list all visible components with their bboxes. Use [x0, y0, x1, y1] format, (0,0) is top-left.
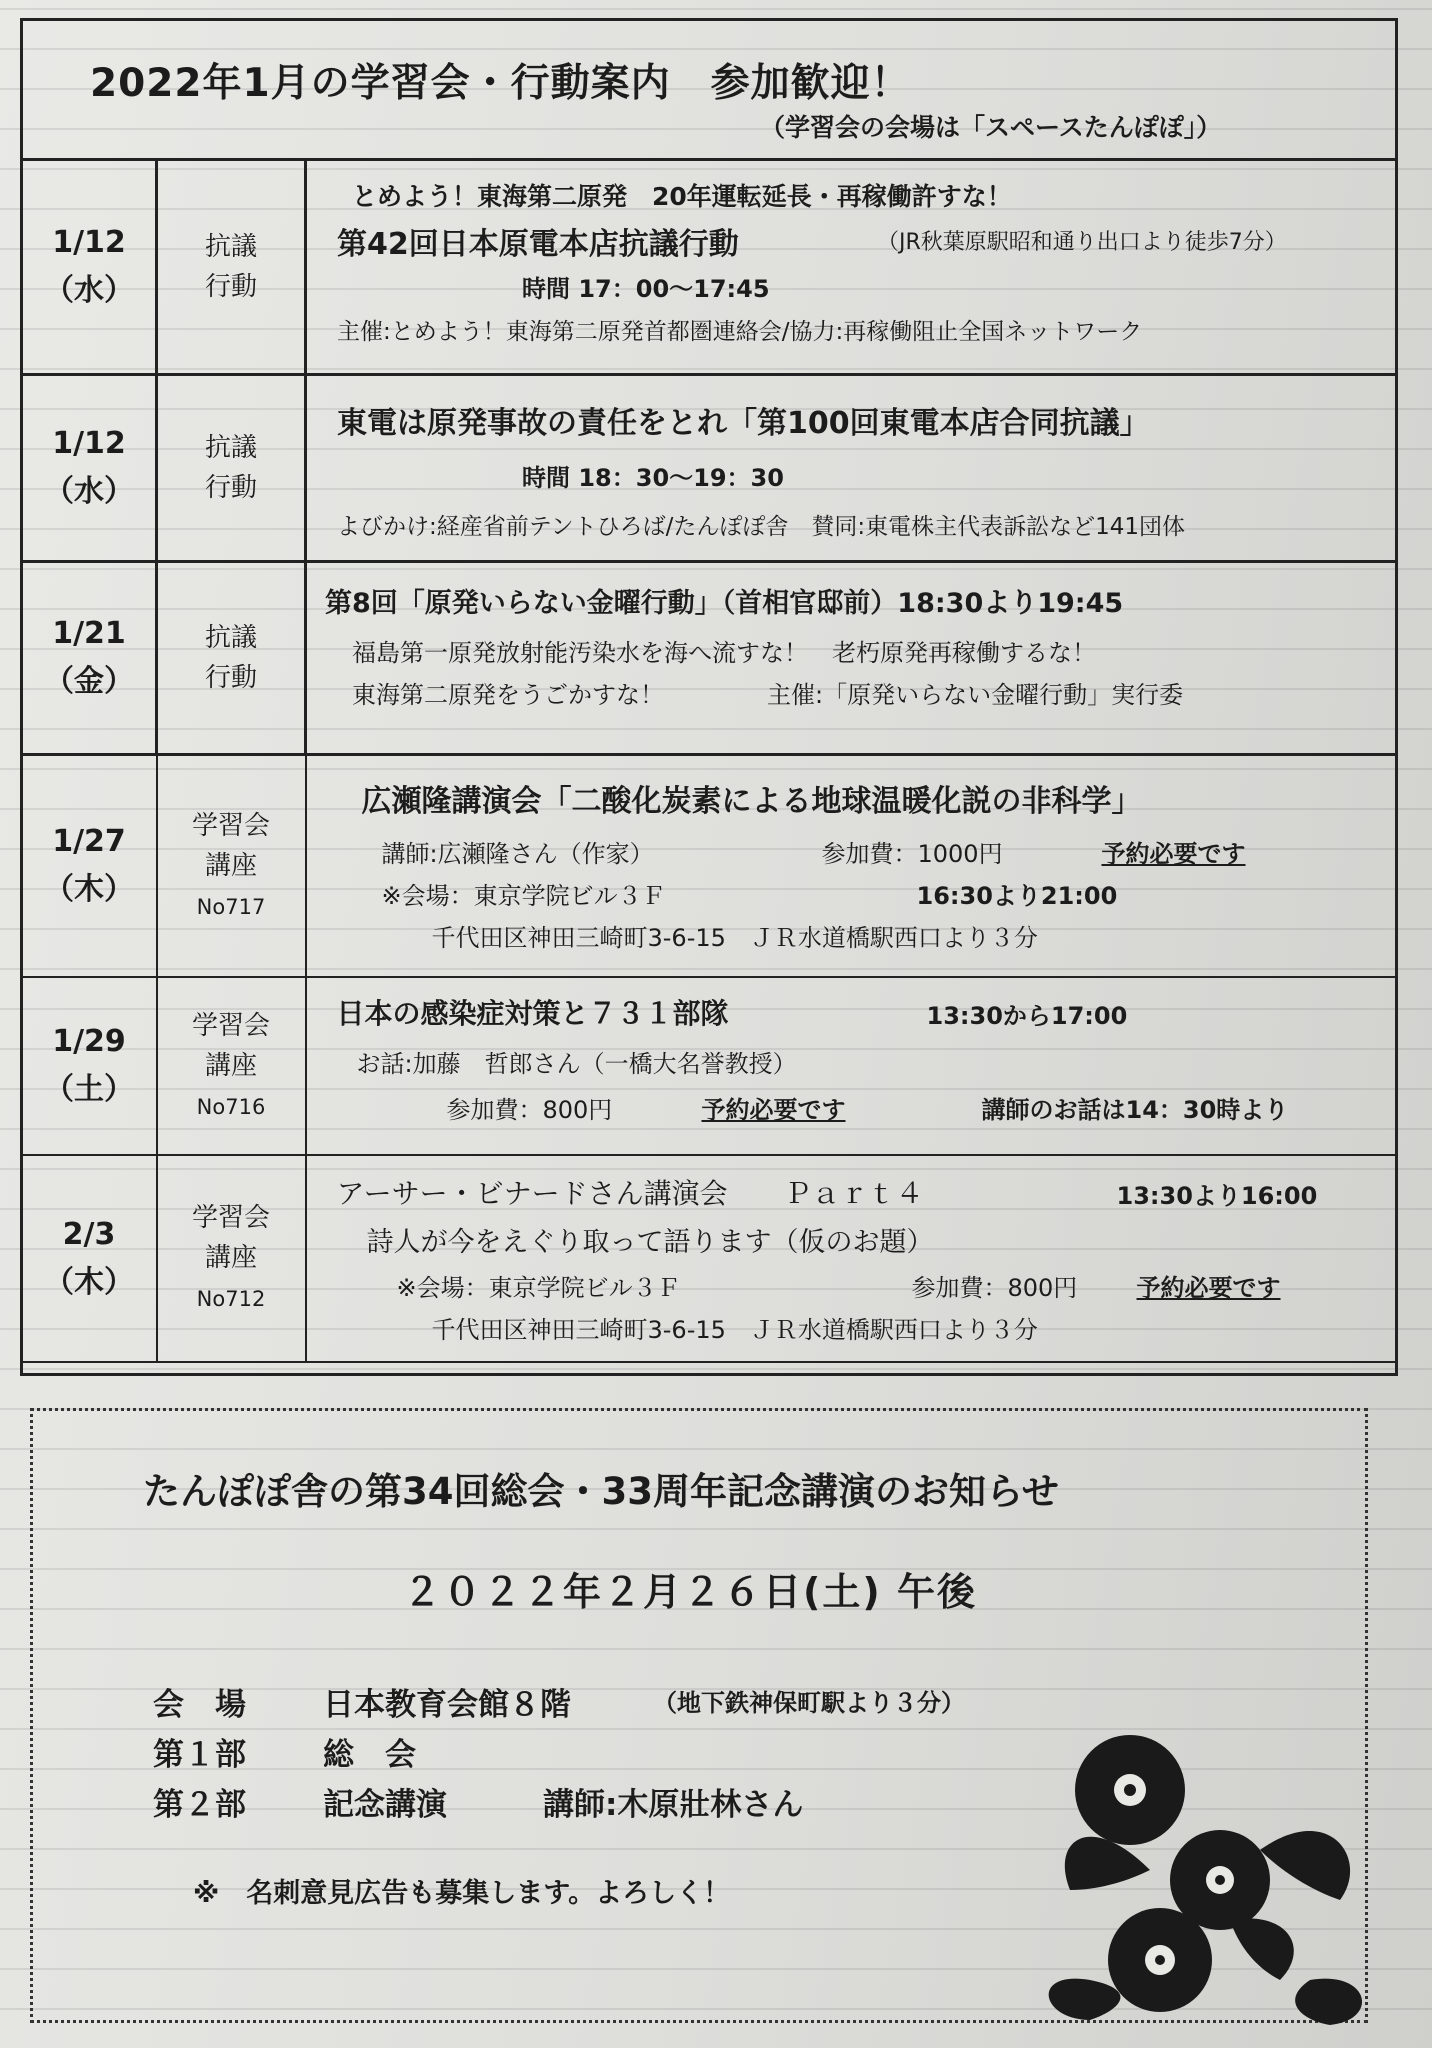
event-title: 第42回日本原電本店抗議行動: [337, 227, 739, 262]
event-details: [306, 755, 1397, 978]
event-kind: 学習会 講座 No717: [157, 755, 306, 978]
event-organizer: 主催:とめよう！東海第二原発首都圏連絡会/協力:再稼働阻止全国ネットワーク: [337, 319, 1143, 345]
event-title: 東電は原発事故の責任をとれ「第100回東電本店合同抗議」: [337, 406, 1150, 441]
event-row: [22, 562, 1397, 755]
event-subtitle: 詩人が今をえぐり取って語ります（仮のお題）: [366, 1227, 934, 1258]
event-time: 時間 17：00～17:45: [522, 275, 770, 303]
venue-access: （地下鉄神保町駅より３分）: [653, 1689, 965, 1717]
event-date: 1/29 （土）: [22, 977, 157, 1155]
event-row: [22, 375, 1397, 562]
event-address: 千代田区神田三崎町3-6-15 ＪＲ水道橋駅西口より３分: [431, 924, 1038, 952]
event-slogan: とめよう！東海第二原発 20年運転延長・再稼働許すな！: [352, 182, 1012, 211]
event-details: [306, 1155, 1397, 1362]
event-speaker: お話:加藤 哲郎さん（一橋大名誉教授）: [356, 1050, 797, 1078]
part2-content: 記念講演: [323, 1787, 447, 1823]
notice-footer: ※ 名刺意見広告も募集します。よろしく！: [193, 1878, 731, 1909]
event-row: [22, 160, 1397, 375]
event-details: [306, 977, 1397, 1155]
event-kind: 抗議 行動: [157, 160, 306, 375]
event-slogan: 福島第一原発放射能汚染水を海へ流すな！ 老朽原発再稼働するな！: [352, 639, 1096, 667]
event-kind: 学習会 講座 No712: [157, 1155, 306, 1362]
event-slogan: 東海第二原発をうごかすな！: [352, 681, 664, 709]
event-time: 16:30より21:00: [916, 882, 1118, 910]
notice-title: たんぽぽ舎の第34回総会・33周年記念講演のお知らせ: [143, 1470, 1059, 1513]
venue-label: 会 場: [153, 1687, 246, 1723]
event-time: 13:30から17:00: [926, 1002, 1128, 1030]
event-organizer: よびかけ:経産省前テントひろば/たんぽぽ舎 賛同:東電株主代表訴訟など141団体: [337, 514, 1185, 540]
part1-label: 第１部: [153, 1737, 246, 1773]
event-row: [22, 755, 1397, 978]
event-address: 千代田区神田三崎町3-6-15 ＪＲ水道橋駅西口より３分: [431, 1316, 1038, 1344]
event-time: 13:30より16:00: [1116, 1182, 1318, 1210]
event-date: 2/3 （木）: [22, 1155, 157, 1362]
event-access: （JR秋葉原駅昭和通り出口より徒歩7分）: [877, 230, 1287, 255]
camellia-flower-illustration: [1030, 1720, 1380, 2030]
event-organizer: 主催:「原発いらない金曜行動」実行委: [767, 681, 1184, 709]
event-date: 1/12 （水）: [22, 160, 157, 375]
event-title: 第8回「原発いらない金曜行動」（首相官邸前）18:30より19:45: [325, 588, 1124, 619]
notice-date: ２０２２年２月２６日(土) 午後: [403, 1570, 977, 1614]
event-details: [306, 160, 1397, 375]
event-date: 1/27 （木）: [22, 755, 157, 978]
event-row: [22, 977, 1397, 1155]
page-subtitle: （学習会の会場は「スペースたんぽぽ」）: [760, 113, 1222, 142]
event-table: [20, 158, 1398, 1363]
venue-name: 日本教育会館８階: [323, 1687, 571, 1723]
event-time: 時間 18：30～19：30: [522, 464, 784, 492]
event-date: 1/21 （金）: [22, 562, 157, 755]
event-note: 講師のお話は14：30時より: [981, 1096, 1289, 1124]
event-kind: 抗議 行動: [157, 562, 306, 755]
event-title: 広瀬隆講演会「二酸化炭素による地球温暖化説の非科学」: [361, 784, 1142, 819]
reservation-note: 予約必要です: [1136, 1274, 1281, 1302]
event-venue: ※会場：東京学院ビル３Ｆ: [396, 1274, 681, 1302]
event-kind: 抗議 行動: [157, 375, 306, 562]
event-row: [22, 1155, 1397, 1362]
event-kind: 学習会 講座 No716: [157, 977, 306, 1155]
reservation-note: 予約必要です: [1101, 840, 1246, 868]
event-speaker: 講師:広瀬隆さん（作家）: [381, 840, 654, 868]
reservation-note: 予約必要です: [701, 1096, 846, 1124]
event-details: [306, 375, 1397, 562]
event-title: 日本の感染症対策と７３１部隊: [336, 997, 729, 1030]
page-title: 2022年1月の学習会・行動案内 参加歓迎！: [90, 61, 911, 106]
part1-content: 総 会: [323, 1737, 416, 1773]
event-venue: ※会場：東京学院ビル３Ｆ: [381, 882, 666, 910]
speaker: 講師:木原壯林さん: [543, 1787, 804, 1823]
event-fee: 参加費：1000円: [821, 840, 1003, 868]
event-fee: 参加費：800円: [446, 1096, 613, 1124]
event-fee: 参加費：800円: [911, 1274, 1078, 1302]
event-details: [306, 562, 1397, 755]
part2-label: 第２部: [153, 1787, 246, 1823]
event-title: アーサー・ビナードさん講演会 Ｐａｒｔ４: [336, 1177, 924, 1210]
event-date: 1/12 （水）: [22, 375, 157, 562]
